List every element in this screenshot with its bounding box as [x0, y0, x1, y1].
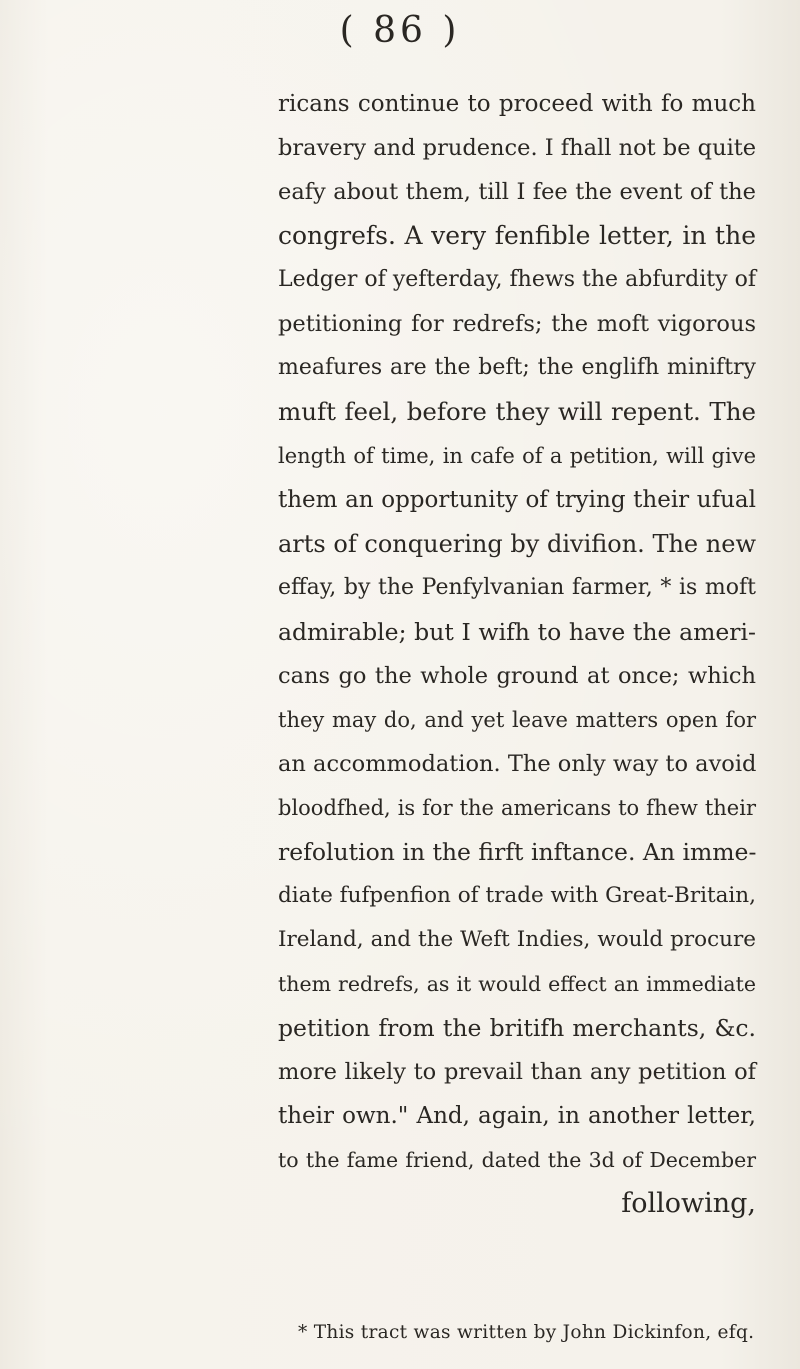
text-line: petitioning for redrefs; the moft vigorous: [278, 311, 756, 337]
text-line: eafy about them, till I fee the event of the: [278, 179, 756, 205]
text-line: them an opportunity of trying their ufual: [278, 487, 756, 513]
footnote: * This tract was written by John Dickinfon, efq.: [298, 1322, 755, 1343]
text-line: cans go the whole ground at once; which: [278, 663, 756, 689]
text-line: ricans continue to proceed with fo much: [278, 91, 756, 117]
catchword-line: following,: [621, 1188, 756, 1219]
text-line: they may do, and yet leave matters open for: [278, 708, 756, 732]
text-line: their own." And, again, in another letter,: [278, 1103, 756, 1129]
text-line: petition from the britifh merchants, &c.: [278, 1014, 756, 1042]
text-line: an accommodation. The only way to avoid: [278, 751, 757, 777]
text-line: arts of conquering by divifion. The new: [278, 530, 756, 558]
text-line: to the fame friend, dated the 3d of December: [278, 1148, 756, 1172]
text-line: Ledger of yefterday, fhews the abfurdity of: [278, 267, 756, 292]
text-line: meafures are the beft; the englifh miniftry: [278, 355, 756, 380]
text-line: length of time, in cafe of a petition, will give: [278, 444, 756, 468]
text-line: bravery and prudence. I fhall not be quite: [278, 135, 757, 161]
text-line: muft feel, before they will repent. The: [278, 397, 756, 426]
text-line: refolution in the firft inftance. An imme-: [278, 838, 757, 866]
text-line: admirable; but I wifh to have the ameri-: [278, 618, 756, 646]
text-line: congrefs. A very fenfible letter, in the: [278, 221, 756, 250]
body-text: [278, 82, 756, 1226]
text-line: effay, by the Penfylvanian farmer, * is moft: [278, 575, 756, 600]
page-number: ( 86 ): [339, 10, 461, 51]
text-line: Ireland, and the Weft Indies, would procure: [278, 927, 756, 952]
text-line: bloodfhed, is for the americans to fhew their: [278, 796, 756, 820]
text-line: more likely to prevail than any petition of: [278, 1059, 756, 1085]
text-line: diate fufpenfion of trade with Great-Britain,: [278, 883, 756, 908]
text-line: them redrefs, as it would effect an immediate: [278, 972, 756, 996]
